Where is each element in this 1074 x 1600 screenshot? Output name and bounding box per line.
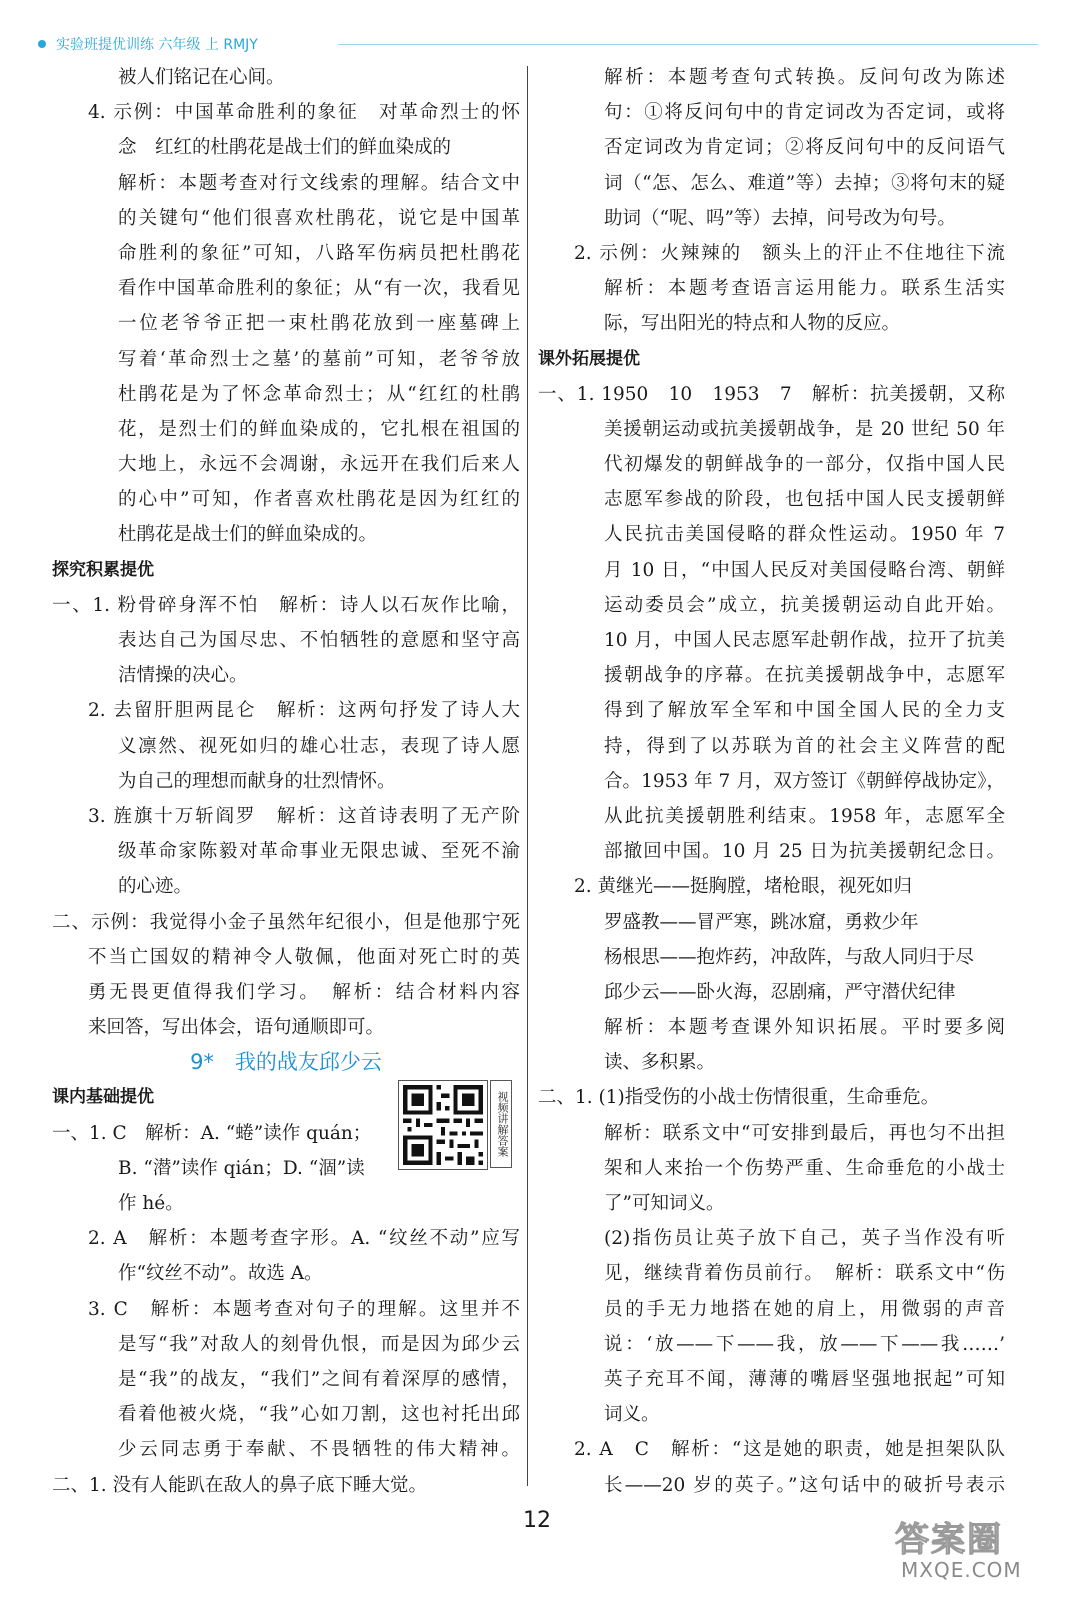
- text-line: 2. A C 解析：“这是她的职责，她是担架队队: [574, 1439, 1005, 1461]
- text-line: 架和人来抬一个伤势严重、生命垂危的小战士: [604, 1157, 1005, 1179]
- text-line: 解析：本题考查语言运用能力。联系生活实: [604, 278, 1005, 300]
- text-line: 美援朝运动或抗美援朝战争，是 20 世纪 50 年: [604, 418, 1005, 440]
- text-line: (2)指伤员让英子放下自己，英子当作没有听: [604, 1228, 1005, 1250]
- text-line: 的关键句“他们很喜欢杜鹃花，说它是中国革: [118, 207, 520, 229]
- text-line: 10 月，中国人民志愿军赴朝作战，拉开了抗美: [604, 630, 1005, 651]
- text-line: 词义。: [604, 1404, 660, 1426]
- qr-label: 视频讲解答案: [490, 1080, 512, 1168]
- text-line: 邱少云——卧火海，忍剧痛，严守潜伏纪律: [604, 981, 956, 1003]
- page-header: [38, 34, 1038, 54]
- text-line: 月 10 日，“中国人民反对美国侵略台湾、朝鲜: [604, 559, 1005, 581]
- text-line: 否定词改为肯定词；②将反问句中的反问语气: [604, 137, 1005, 159]
- column-divider: [527, 66, 528, 1486]
- text-line: 勇无畏更值得我们学习。 解析：结合材料内容: [88, 981, 520, 1003]
- left-column: [52, 60, 520, 1503]
- text-line: 杨根思——抱炸药，冲敌阵，与敌人同归于尽: [604, 946, 975, 968]
- text-line: 英子充耳不闻，薄薄的嘴唇坚强地抿起”可知: [604, 1368, 1005, 1390]
- watermark-logo: [895, 1512, 1055, 1592]
- text-line: 级革命家陈毅对革命事业无限忠诚、至死不渝: [118, 841, 520, 863]
- page-number: 12: [523, 1508, 551, 1533]
- text-line: 2. A 解析：本题考查字形。A. “纹丝不动”应写: [88, 1228, 520, 1250]
- text-line: 义凛然、视死如归的雄心壮志，表现了诗人愿: [118, 735, 520, 757]
- text-line: 人民抗击美国侵略的群众性运动。1950 年 7: [604, 524, 1005, 546]
- text-line: 作 hé。: [118, 1193, 184, 1214]
- text-line: 运动委员会”成立，抗美援朝运动自此开始。: [604, 594, 1005, 616]
- text-line: 少云同志勇于奉献、不畏牺牲的伟大精神。: [118, 1439, 520, 1461]
- text-line: 二、示例：我觉得小金子虽然年纪很小，但是他那宁死: [52, 911, 520, 933]
- text-line: 罗盛教——冒严寒，跳冰窟，勇救少年: [604, 911, 919, 933]
- text-line: 解析：联系文中“可安排到最后，再也匀不出担: [604, 1122, 1005, 1144]
- text-line: 员的手无力地搭在她的肩上，用微弱的声音: [604, 1298, 1005, 1320]
- text-line: 为自己的理想而献身的壮烈情怀。: [118, 770, 396, 792]
- header-dot-icon: [38, 40, 46, 48]
- text-line: 读、多积累。: [604, 1052, 716, 1074]
- text-line: 合。1953 年 7 月，双方签订《朝鲜停战协定》，: [604, 770, 1005, 792]
- text-line: 代初爆发的朝鲜战争的一部分，仅指中国人民: [604, 454, 1005, 476]
- text-line: 长——20 岁的英子。”这句话中的破折号表示: [604, 1474, 1005, 1496]
- lesson-title: 9* 我的战友邱少云: [190, 1050, 382, 1075]
- text-line: 杜鹃花是为了怀念革命烈士；从“红红的杜鹃: [118, 383, 520, 405]
- text-line: 说：‘放——下——我，放——下——我……’: [604, 1333, 1005, 1355]
- qr-code-icon[interactable]: [398, 1080, 488, 1170]
- text-line: 是“我”的战友，“我们”之间有着深厚的感情，: [118, 1368, 520, 1390]
- text-line: 解析：本题考查课外知识拓展。平时要多阅: [604, 1017, 1005, 1039]
- text-line: 2. 去留肝胆两昆仑 解析：这两句抒发了诗人大: [88, 700, 520, 722]
- section-heading: 课内基础提优: [52, 1087, 154, 1108]
- section-heading: 课外拓展提优: [538, 348, 640, 369]
- text-line: 一位老爷爷正把一束杜鹃花放到一座墓碑上: [118, 313, 520, 335]
- text-line: 不当亡国奴的精神令人敬佩，他面对死亡时的英: [88, 946, 520, 968]
- text-line: 4. 示例：中国革命胜利的象征 对革命烈士的怀: [88, 102, 520, 124]
- text-line: 部撤回中国。10 月 25 日为抗美援朝纪念日。: [604, 841, 1005, 863]
- text-line: 3. C 解析：本题考查对句子的理解。这里并不: [88, 1298, 520, 1320]
- text-line: 杜鹃花是战士们的鲜血染成的。: [118, 524, 378, 546]
- text-line: 2. 示例：火辣辣的 额头上的汗止不住地往下流: [574, 242, 1005, 264]
- text-line: 一、1. C 解析：A. “蜷”读作 quán；: [52, 1122, 372, 1144]
- text-line: B. “潜”读作 qián；D. “涸”读: [118, 1157, 365, 1179]
- text-line: 念 红红的杜鹃花是战士们的鲜血染成的: [118, 137, 452, 159]
- text-line: 词（“怎、怎么、难道”等）去掉；③将句末的疑: [604, 172, 1005, 194]
- text-line: 从此抗美援朝胜利结束。1958 年，志愿军全: [604, 805, 1005, 827]
- text-line: 的心中”可知，作者喜欢杜鹃花是因为红红的: [118, 489, 520, 511]
- text-line: 了”可知词义。: [604, 1193, 725, 1214]
- text-line: 3. 旌旗十万斩阎罗 解析：这首诗表明了无产阶: [88, 805, 520, 827]
- text-line: 际，写出阳光的特点和人物的反应。: [604, 313, 901, 335]
- text-line: 2. 黄继光——挺胸膛，堵枪眼，视死如归: [574, 876, 913, 898]
- right-column: [538, 60, 1005, 1503]
- text-line: 助词（“呢、吗”等）去掉，问号改为句号。: [604, 207, 956, 229]
- text-line: 命胜利的象征”可知，八路军伤病员把杜鹃花: [118, 242, 520, 264]
- text-line: 的心迹。: [118, 876, 193, 898]
- text-line: 志愿军参战的阶段，也包括中国人民支援朝鲜: [604, 489, 1005, 511]
- text-line: 解析：本题考查对行文线索的理解。结合文中: [118, 172, 520, 194]
- text-line: 一、1. 1950 10 1953 7 解析：抗美援朝，又称: [538, 383, 1005, 405]
- text-line: 花，是烈士们的鲜血染成的，它扎根在祖国的: [118, 418, 520, 440]
- text-line: 看作中国革命胜利的象征；从“有一次，我看见: [118, 278, 520, 300]
- text-line: 持，得到了以苏联为首的社会主义阵营的配: [604, 735, 1005, 757]
- text-line: 解析：本题考查句式转换。反问句改为陈述: [604, 67, 1005, 88]
- text-line: 一、1. 粉骨碎身浑不怕 解析：诗人以石灰作比喻，: [52, 594, 520, 616]
- text-line: 二、1. (1)指受伤的小战士伤情很重，生命垂危。: [538, 1087, 940, 1109]
- text-line: 看着他被火烧，“我”心如刀割，这也衬托出邱: [118, 1404, 520, 1426]
- text-line: 见，继续背着伤员前行。 解析：联系文中“伤: [604, 1263, 1005, 1285]
- text-line: 援朝战争的序幕。在抗美援朝战争中，志愿军: [604, 665, 1005, 687]
- text-line: 得到了解放军全军和中国全国人民的全力支: [604, 700, 1005, 722]
- watermark-text: 答案圈: [895, 1520, 1003, 1560]
- text-line: 洁情操的决心。: [118, 665, 248, 687]
- text-line: 作“纹丝不动”。故选 A。: [118, 1263, 323, 1285]
- header-title: 实验班提优训练 六年级 上 RMJY: [56, 37, 258, 53]
- watermark-url: MXQE.COM: [901, 1558, 1022, 1582]
- text-line: 写着‘革命烈士之墓’的墓前”可知，老爷爷放: [118, 348, 520, 370]
- header-rule: [338, 44, 1038, 45]
- text-line: 被人们铭记在心间。: [118, 67, 285, 88]
- qr-code-box[interactable]: [396, 1080, 520, 1172]
- text-line: 来回答，写出体会，语句通顺即可。: [88, 1017, 385, 1039]
- text-line: 二、1. 没有人能趴在敌人的鼻子底下睡大觉。: [52, 1474, 428, 1496]
- text-line: 大地上，永远不会凋谢，永远开在我们后来人: [118, 454, 520, 476]
- text-line: 是写“我”对敌人的刻骨仇恨，而是因为邱少云: [118, 1333, 520, 1355]
- section-heading: 探究积累提优: [52, 559, 154, 580]
- text-line: 句：①将反问句中的肯定词改为否定词，或将: [604, 102, 1005, 124]
- text-line: 表达自己为国尽忠、不怕牺牲的意愿和坚守高: [118, 630, 520, 651]
